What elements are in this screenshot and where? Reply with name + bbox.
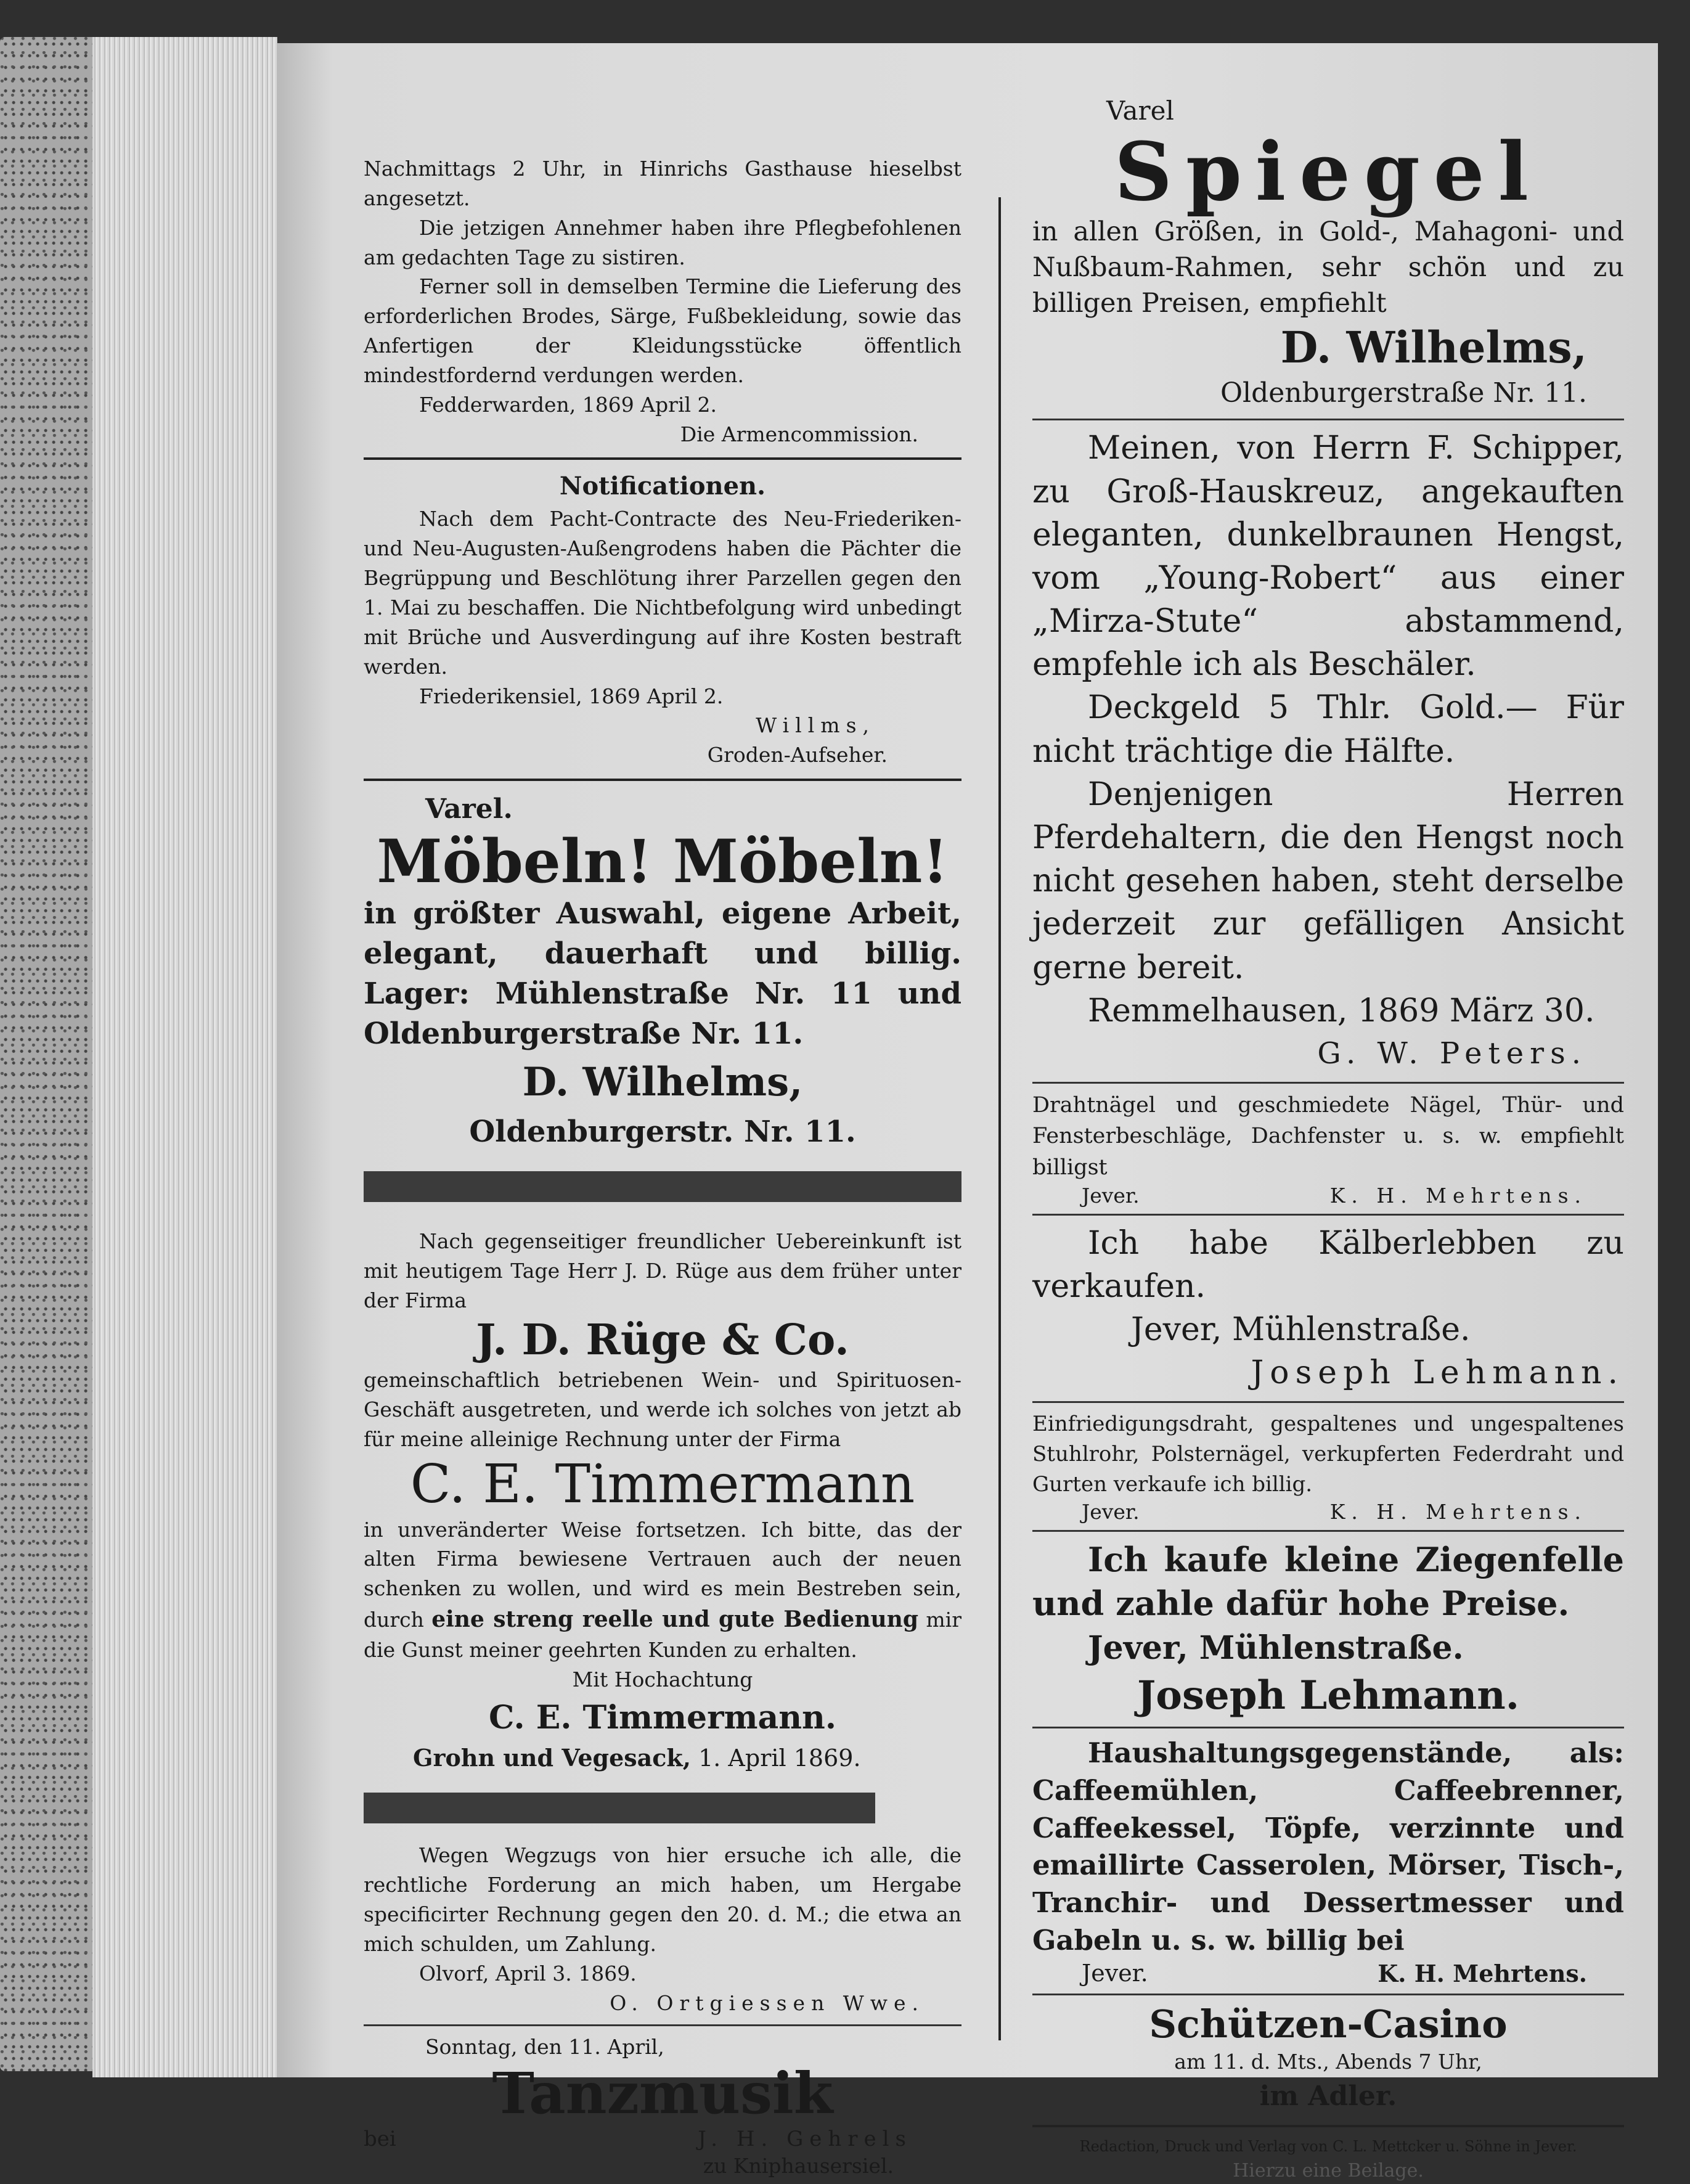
rule: [364, 457, 961, 460]
draht-place: Jever.: [1082, 1183, 1140, 1208]
separator-bar: [364, 1793, 875, 1823]
ziegen-text: Ich kaufe kleine Ziegenfelle und zahle dafür hohe Preise.: [1032, 1540, 1624, 1623]
page-stack: [92, 37, 277, 2077]
ruege-greeting: Mit Hochachtung: [572, 1667, 753, 1692]
moebeln-headline: Möbeln! Möbeln!: [377, 826, 949, 896]
rule: [1032, 1401, 1624, 1403]
ruege-date: 1. April 1869.: [698, 1744, 861, 1772]
rule: [364, 779, 961, 781]
ruege-firm: J. D. Rüge & Co.: [476, 1315, 849, 1365]
ruege-place: Grohn und Vegesack,: [413, 1744, 691, 1772]
wegzug-notice: [364, 1841, 961, 2018]
moebeln-ad: [364, 790, 961, 1154]
hengst-text-2: Denjenigen Herren Pferdehaltern, die den Hengst noch nicht gesehen haben, steht derselbe jederzeit zur gefälligen Ansicht gerne bereit.: [1032, 775, 1624, 986]
ruege-signer: C. E. Timmermann.: [489, 1698, 836, 1736]
notif-heading: Notificationen.: [559, 472, 766, 501]
armen-line-2: Die jetzigen Annehmer haben ihre Pflegbefohlenen am gedachten Tage zu sistiren.: [364, 215, 961, 269]
ruege-place-date: [364, 1741, 961, 1775]
book-edge: [0, 37, 92, 2071]
moebeln-name: D. Wilhelms,: [522, 1058, 803, 1105]
armen-date: Fedderwarden, 1869 April 2.: [419, 392, 717, 417]
tanz-headline: Tanzmusik: [492, 2060, 833, 2127]
hengst-ad: [1032, 427, 1624, 1075]
tanz-row: [364, 2127, 961, 2151]
spiegel-headline: Spiegel: [1114, 124, 1542, 219]
moebeln-text: in größter Auswahl, eigene Arbeit, elegant, dauerhaft und billig. Lager: Mühlenstraße Nr. 11 und Oldenburgerstraße Nr. 11.: [364, 896, 961, 1051]
hengst-signer: G. W. Peters.: [1317, 1036, 1587, 1071]
notif-text: Nach dem Pacht-Contracte des Neu-Friederiken- und Neu-Augusten-Außengrodens haben die Pächter die Begrüppung und Beschlötung ihrer Parzellen gegen den 1. Mai zu beschaffen. Die Nichtbefolgung wird unbedingt mit Brüche und Ausverdingung auf ihre Kosten bestraft werden.: [364, 507, 961, 679]
wegzug-text: Wegen Wegzugs von hier ersuche ich alle, die rechtliche Forderung an mich haben, um Hergabe specificirter Rechnung gegen den 20. d. M.; die etwa an mich schulden, um Zahlung.: [364, 1843, 961, 1956]
draht-footer: [1032, 1184, 1624, 1208]
moebeln-place: Varel.: [425, 793, 513, 825]
haushalt-place: Jever.: [1082, 1959, 1148, 1987]
kaelber-text: Ich habe Kälberlebben zu verkaufen.: [1032, 1224, 1624, 1305]
kaelber-ad: [1032, 1222, 1624, 1395]
spiegel-place: Varel: [1106, 96, 1174, 126]
wegzug-signer: O. Ortgiessen Wwe.: [610, 1990, 925, 2015]
tanz-ad: [364, 2032, 961, 2181]
rule: [1032, 1530, 1624, 1532]
draht-ad: [1032, 1090, 1624, 1208]
kaelber-place: Jever, Mühlenstraße.: [1131, 1311, 1471, 1349]
ruege-text-1: Nach gegenseitiger freundlicher Uebereinkunft ist mit heutigem Tage Herr J. D. Rüge aus dem früher unter der Firma: [364, 1229, 961, 1312]
casino-place: im Adler.: [1259, 2080, 1397, 2112]
notif-date: Friederikensiel, 1869 April 2.: [419, 684, 724, 708]
casino-headline: Schützen-Casino: [1149, 2001, 1508, 2047]
tanz-signer: J. H. Gehrels: [698, 2127, 912, 2152]
ruege-text-3: [364, 1515, 961, 1666]
tanz-place: zu Kniphausersiel.: [703, 2154, 894, 2178]
armen-line-1: Nachmittags 2 Uhr, in Hinrichs Gasthause hieselbst angesetzt.: [364, 157, 961, 210]
notif-role: Groden-Aufseher.: [707, 743, 888, 767]
einfried-text: Einfriedigungsdraht, gespaltenes und ungespaltenes Stuhlrohr, Polsternägel, verkupferten Federdraht und Gurten verkaufe ich billig.: [1032, 1411, 1624, 1497]
newspaper-page: [277, 43, 1658, 2182]
moebeln-address: Oldenburgerstr. Nr. 11.: [469, 1114, 856, 1150]
ziegen-ad: [1032, 1538, 1624, 1720]
column-divider: [998, 197, 1001, 2040]
tanz-bei: bei: [364, 2127, 396, 2152]
impressum: Redaction, Druck und Verlag von C. L. Mettcker u. Söhne in Jever.: [1079, 2137, 1577, 2155]
armen-line-3: Ferner soll in demselben Termine die Lieferung des erforderlichen Brodes, Särge, Fußbekleidung, sowie das Anfertigen der Kleidungsstücke öffentlich mindestfordernd verdungen werden.: [364, 274, 961, 387]
hengst-text: Meinen, von Herrn F. Schipper, zu Groß-Hauskreuz, angekauften eleganten, dunkelbraunen Hengst, vom „Young-Robert“ aus einer „Mirza-Stute“ abstammend, empfehle ich als Beschäler.: [1032, 430, 1624, 684]
rule: [1032, 1214, 1624, 1216]
haushalt-signer: K. H. Mehrtens.: [1378, 1959, 1587, 1987]
haushalt-ad: [1032, 1735, 1624, 1987]
hengst-date: Remmelhausen, 1869 März 30.: [1088, 992, 1595, 1029]
draht-text: Drahtnägel und geschmiedete Nägel, Thür- und Fensterbeschläge, Dachfenster u. s. w. empfiehlt billigst: [1032, 1092, 1624, 1180]
left-column: [364, 154, 961, 2181]
armen-notice: [364, 154, 961, 449]
rule: [1032, 1727, 1624, 1728]
spiegel-name: D. Wilhelms,: [1280, 321, 1587, 373]
casino-text: am 11. d. Mts., Abends 7 Uhr,: [1174, 2050, 1482, 2074]
armen-signer: Die Armencommission.: [680, 422, 918, 446]
ruege-text-3a: in unveränderter Weise fortsetzen. Ich bitte, das der alten Firma bewiesene Vertrauen auch der neuen schenken zu wollen, und wird es mein Bestreben sein, durch: [364, 1517, 961, 1632]
einfried-ad: [1032, 1409, 1624, 1524]
ziegen-place: Jever, Mühlenstraße.: [1088, 1629, 1464, 1667]
tanz-date: Sonntag, den 11. April,: [425, 2034, 664, 2059]
spiegel-text: in allen Größen, in Gold-, Mahagoni- und Nußbaum-Rahmen, sehr schön und zu billigen Preisen, empfiehlt: [1032, 216, 1624, 319]
spiegel-ad: [1032, 92, 1624, 412]
notif-notice: [364, 468, 961, 770]
einfried-signer: K. H. Mehrtens.: [1329, 1500, 1587, 1524]
einfried-place: Jever.: [1082, 1500, 1140, 1524]
rule: [1032, 419, 1624, 420]
draht-signer: K. H. Mehrtens.: [1329, 1183, 1587, 1208]
rule: [364, 2024, 961, 2026]
separator-bar: [364, 1171, 961, 1202]
hengst-deckgeld: Deckgeld 5 Thlr. Gold.— Für nicht trächtige die Hälfte.: [1032, 689, 1624, 770]
wegzug-date: Olvorf, April 3. 1869.: [419, 1961, 637, 1986]
ruege-notice: [364, 1227, 961, 1775]
spiegel-address: Oldenburgerstraße Nr. 11.: [1220, 377, 1587, 409]
ziegen-signer: Joseph Lehmann.: [1137, 1672, 1520, 1719]
haushalt-footer: [1032, 1960, 1624, 1987]
notif-signer: Willms,: [756, 713, 875, 738]
ruege-text-3b: eine streng reelle und gute Bedienung: [431, 1606, 919, 1633]
haushalt-text: Haushaltungsgegenstände, als: Caffeemühlen, Caffeebrenner, Caffeekessel, Töpfe, verzinnte und emaillirte Casserolen, Mörser, Tisch-, Tranchir- und Dessertmesser und Gabeln u. s. w. billig bei: [1032, 1736, 1624, 1957]
timmermann-firm: C. E. Timmermann: [410, 1453, 915, 1515]
right-column: [1032, 92, 1624, 2184]
ruege-text-3c: mir die Gunst meiner geehrten Kunden zu erhalten.: [364, 1608, 961, 1663]
rule: [1032, 1082, 1624, 1084]
kaelber-signer: Joseph Lehmann.: [1251, 1354, 1624, 1392]
einfried-footer: [1032, 1500, 1624, 1524]
casino-ad: [1032, 2002, 1624, 2116]
rule: [1032, 2125, 1624, 2127]
ruege-text-2: gemeinschaftlich betriebenen Wein- und Spirituosen-Geschäft ausgetreten, und werde ich solches von jetzt ab für meine alleinige Rechnung unter der Firma: [364, 1368, 961, 1451]
beilage-note: Hierzu eine Beilage.: [1233, 2159, 1424, 2182]
rule: [1032, 1994, 1624, 1995]
